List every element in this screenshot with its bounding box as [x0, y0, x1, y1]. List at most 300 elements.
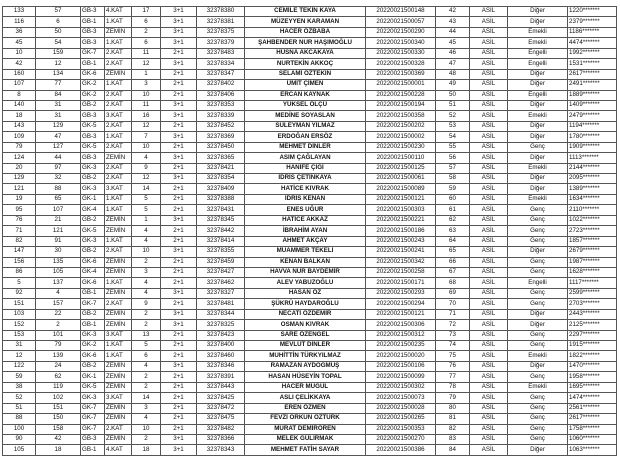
cell-application-no: 20220021500294 — [366, 299, 436, 309]
cell-reference-no: 32378388 — [197, 194, 245, 204]
cell-block: GB-3 — [81, 7, 105, 17]
cell-id-masked: 1474******* — [568, 393, 617, 403]
cell-application-no: 20220021500235 — [366, 341, 436, 351]
cell-rank: 69 — [436, 288, 470, 298]
cell-unit-no: 10 — [132, 424, 161, 434]
cell-full-name: MUHİTTİN TÜRKYILMAZ — [245, 351, 366, 361]
cell-unit-no: 10 — [132, 247, 161, 257]
cell-room-type: 2+1 — [161, 80, 197, 90]
cell-unit-no: 14 — [132, 393, 161, 403]
cell-room-type: 2+1 — [161, 205, 197, 215]
cell-category: Genç — [508, 205, 568, 215]
cell-room-type: 2+1 — [161, 372, 197, 382]
cell-full-name: MELEK GÜLİRMAK — [245, 434, 366, 444]
cell-full-name: HANİFE ÇİĞİ — [245, 163, 366, 173]
cell-category: Engelli — [508, 48, 568, 58]
cell-rank: 44 — [436, 27, 470, 37]
cell-block-no: 31 — [36, 100, 81, 110]
table-row — [3, 330, 617, 340]
cell-application-no: 20220021500358 — [366, 111, 436, 121]
cell-application-no: 20220021500328 — [366, 59, 436, 69]
cell-block: GB-3 — [81, 434, 105, 444]
cell-full-name: AHMET AKÇAY — [245, 236, 366, 246]
cell-block-no: 12 — [36, 59, 81, 69]
cell-reference-no: 32378353 — [197, 100, 245, 110]
cell-full-name: KENAN BALKAN — [245, 257, 366, 267]
cell-rank: 51 — [436, 100, 470, 110]
table-row — [3, 17, 617, 27]
cell-block-no: 91 — [36, 236, 81, 246]
cell-rank: 66 — [436, 257, 470, 267]
cell-reference-no: 32378442 — [197, 226, 245, 236]
table-row — [3, 288, 617, 298]
cell-category: Engelli — [508, 59, 568, 69]
cell-category: Emekli — [508, 111, 568, 121]
cell-category: Genç — [508, 424, 568, 434]
cell-block: GB-3 — [81, 111, 105, 121]
cell-status: ASİL — [470, 100, 508, 110]
table-row — [3, 184, 617, 194]
cell-room-type: 2+1 — [161, 330, 197, 340]
cell-status: ASİL — [470, 278, 508, 288]
cell-room-type: 2+1 — [161, 278, 197, 288]
table-row — [3, 403, 617, 413]
cell-floor: 4.KAT — [105, 7, 132, 17]
cell-application-no: 20220021500202 — [366, 121, 436, 131]
cell-full-name: ŞAHBENDER NUR HAŞIMOĞLU — [245, 38, 366, 48]
cell-draw-no: 38 — [3, 382, 36, 392]
cell-draw-no: 42 — [3, 59, 36, 69]
cell-unit-no: 5 — [132, 205, 161, 215]
cell-floor: 1.KAT — [105, 205, 132, 215]
cell-room-type: 3+1 — [161, 153, 197, 163]
cell-rank: 78 — [436, 382, 470, 392]
cell-id-masked: 2617******* — [568, 414, 617, 424]
cell-full-name: NURTEKİN AKKOÇ — [245, 59, 366, 69]
cell-unit-no: 10 — [132, 142, 161, 152]
cell-floor: 2.KAT — [105, 424, 132, 434]
cell-rank: 53 — [436, 121, 470, 131]
cell-status: ASİL — [470, 184, 508, 194]
cell-application-no: 20220021500028 — [366, 403, 436, 413]
cell-floor: ZEMİN — [105, 267, 132, 277]
cell-block-no: 101 — [36, 330, 81, 340]
cell-room-type: 2+1 — [161, 414, 197, 424]
cell-unit-no: 3 — [132, 80, 161, 90]
cell-status: ASİL — [470, 17, 508, 27]
cell-unit-no: 4 — [132, 153, 161, 163]
cell-draw-no: 121 — [3, 184, 36, 194]
cell-category: Diğer — [508, 132, 568, 142]
cell-rank: 55 — [436, 142, 470, 152]
cell-reference-no: 32378354 — [197, 174, 245, 184]
cell-room-type: 2+1 — [161, 48, 197, 58]
cell-block: GK-1 — [81, 372, 105, 382]
cell-draw-no: 152 — [3, 320, 36, 330]
cell-full-name: İDRİS ÇETİNKAYA — [245, 174, 366, 184]
cell-draw-no: 12 — [3, 351, 36, 361]
cell-status: ASİL — [470, 153, 508, 163]
cell-status: ASİL — [470, 330, 508, 340]
cell-rank: 67 — [436, 267, 470, 277]
table-row — [3, 257, 617, 267]
cell-floor: ZEMİN — [105, 257, 132, 267]
cell-status: ASİL — [470, 163, 508, 173]
cell-draw-no: 124 — [3, 153, 36, 163]
cell-floor: ZEMİN — [105, 434, 132, 444]
cell-draw-no: 153 — [3, 330, 36, 340]
cell-draw-no: 151 — [3, 299, 36, 309]
cell-reference-no: 32378380 — [197, 7, 245, 17]
cell-id-masked: 1857******* — [568, 236, 617, 246]
table-row — [3, 361, 617, 371]
cell-id-masked: 1220******* — [568, 7, 617, 17]
cell-block-no: 42 — [36, 434, 81, 444]
cell-status: ASİL — [470, 445, 508, 455]
table-row — [3, 48, 617, 58]
cell-block: GK-6 — [81, 257, 105, 267]
cell-unit-no: 9 — [132, 163, 161, 173]
cell-category: Genç — [508, 299, 568, 309]
cell-rank: 43 — [436, 17, 470, 27]
table-row — [3, 7, 617, 17]
table-row — [3, 80, 617, 90]
cell-id-masked: 2144******* — [568, 163, 617, 173]
cell-unit-no: 4 — [132, 361, 161, 371]
cell-category: Diğer — [508, 445, 568, 455]
cell-floor: 2.KAT — [105, 121, 132, 131]
cell-room-type: 3+1 — [161, 7, 197, 17]
cell-room-type: 3+1 — [161, 132, 197, 142]
cell-unit-no: 2 — [132, 257, 161, 267]
cell-block-no: 4 — [36, 288, 81, 298]
cell-block-no: 129 — [36, 121, 81, 131]
table-row — [3, 69, 617, 79]
cell-block: GB-2 — [81, 174, 105, 184]
table-row — [3, 341, 617, 351]
cell-application-no: 20220021500265 — [366, 414, 436, 424]
cell-unit-no: 12 — [132, 121, 161, 131]
cell-unit-no: 2 — [132, 434, 161, 444]
cell-id-masked: 1060******* — [568, 434, 617, 444]
cell-rank: 71 — [436, 309, 470, 319]
cell-draw-no: 90 — [3, 434, 36, 444]
cell-draw-no: 122 — [3, 361, 36, 371]
cell-full-name: EREN ÖZMEN — [245, 403, 366, 413]
cell-application-no: 20220021500121 — [366, 309, 436, 319]
cell-block: GK-3 — [81, 330, 105, 340]
cell-reference-no: 32378475 — [197, 414, 245, 424]
cell-room-type: 2+1 — [161, 184, 197, 194]
cell-status: ASİL — [470, 142, 508, 152]
cell-application-no: 20220021500221 — [366, 215, 436, 225]
cell-draw-no: 147 — [3, 247, 36, 257]
cell-reference-no: 32378459 — [197, 257, 245, 267]
table-row — [3, 372, 617, 382]
cell-reference-no: 32378409 — [197, 184, 245, 194]
cell-rank: 76 — [436, 361, 470, 371]
cell-unit-no: 4 — [132, 278, 161, 288]
cell-application-no: 20220021500089 — [366, 184, 436, 194]
cell-room-type: 2+1 — [161, 257, 197, 267]
cell-id-masked: 1409******* — [568, 100, 617, 110]
cell-full-name: RAMAZAN AYDOĞMUŞ — [245, 361, 366, 371]
cell-draw-no: 79 — [3, 142, 36, 152]
cell-category: Diğer — [508, 174, 568, 184]
cell-id-masked: 1531******* — [568, 59, 617, 69]
cell-block: GB-3 — [81, 132, 105, 142]
cell-status: ASİL — [470, 215, 508, 225]
cell-block-no: 102 — [36, 393, 81, 403]
table-row — [3, 132, 617, 142]
cell-room-type: 3+1 — [161, 320, 197, 330]
cell-block-no: 6 — [36, 17, 81, 27]
cell-full-name: MÜZEYYEN KARAMAN — [245, 17, 366, 27]
cell-room-type: 2+1 — [161, 341, 197, 351]
cell-reference-no: 32378391 — [197, 372, 245, 382]
cell-application-no: 20220021500061 — [366, 174, 436, 184]
cell-category: Genç — [508, 414, 568, 424]
cell-rank: 75 — [436, 351, 470, 361]
cell-id-masked: 2479******* — [568, 111, 617, 121]
cell-block-no: 47 — [36, 132, 81, 142]
cell-block: GB-3 — [81, 27, 105, 37]
table-row — [3, 445, 617, 455]
cell-category: Genç — [508, 236, 568, 246]
cell-draw-no: 143 — [3, 121, 36, 131]
cell-category: Genç — [508, 257, 568, 267]
table-row — [3, 278, 617, 288]
cell-draw-no: 105 — [3, 445, 36, 455]
cell-reference-no: 32378452 — [197, 121, 245, 131]
cell-floor: ZEMİN — [105, 69, 132, 79]
cell-block: GB-2 — [81, 309, 105, 319]
cell-status: ASİL — [470, 27, 508, 37]
cell-id-masked: 1194******* — [568, 121, 617, 131]
cell-room-type: 3+1 — [161, 100, 197, 110]
cell-floor: 1.KAT — [105, 351, 132, 361]
cell-unit-no: 14 — [132, 184, 161, 194]
cell-unit-no: 1 — [132, 69, 161, 79]
cell-reference-no: 32378379 — [197, 38, 245, 48]
cell-status: ASİL — [470, 288, 508, 298]
cell-unit-no: 4 — [132, 226, 161, 236]
cell-id-masked: 1958******* — [568, 372, 617, 382]
cell-application-no: 20220021500340 — [366, 38, 436, 48]
cell-room-type: 2+1 — [161, 236, 197, 246]
cell-rank: 65 — [436, 247, 470, 257]
cell-draw-no: 103 — [3, 309, 36, 319]
cell-rank: 83 — [436, 434, 470, 444]
cell-block: GK-5 — [81, 121, 105, 131]
cell-id-masked: 2679******* — [568, 247, 617, 257]
cell-id-masked: 1889******* — [568, 90, 617, 100]
cell-rank: 84 — [436, 445, 470, 455]
cell-full-name: MUAMMER TEKELİ — [245, 247, 366, 257]
cell-floor: 2.KAT — [105, 163, 132, 173]
cell-full-name: HASAN HÜSEYİN TOPAL — [245, 372, 366, 382]
cell-full-name: İBRAHİM AYAN — [245, 226, 366, 236]
cell-status: ASİL — [470, 320, 508, 330]
cell-id-masked: 1909******* — [568, 142, 617, 152]
cell-room-type: 2+1 — [161, 121, 197, 131]
cell-status: ASİL — [470, 59, 508, 69]
cell-draw-no: 45 — [3, 38, 36, 48]
cell-block-no: 151 — [36, 403, 81, 413]
cell-status: ASİL — [470, 121, 508, 131]
cell-room-type: 3+1 — [161, 17, 197, 27]
cell-rank: 72 — [436, 320, 470, 330]
cell-draw-no: 8 — [3, 90, 36, 100]
cell-status: ASİL — [470, 226, 508, 236]
cell-block: GK-7 — [81, 48, 105, 58]
cell-draw-no: 88 — [3, 414, 36, 424]
cell-application-no: 20220021500171 — [366, 278, 436, 288]
cell-draw-no: 5 — [3, 278, 36, 288]
cell-block-no: 150 — [36, 414, 81, 424]
cell-application-no: 20220021500303 — [366, 205, 436, 215]
cell-status: ASİL — [470, 247, 508, 257]
cell-block: GK-6 — [81, 278, 105, 288]
cell-block-no: 119 — [36, 382, 81, 392]
cell-category: Genç — [508, 372, 568, 382]
cell-reference-no: 32378406 — [197, 90, 245, 100]
cell-unit-no: 11 — [132, 100, 161, 110]
cell-id-masked: 2297******* — [568, 330, 617, 340]
cell-block-no: 134 — [36, 69, 81, 79]
table-row — [3, 382, 617, 392]
table-row — [3, 247, 617, 257]
cell-floor: ZEMİN — [105, 372, 132, 382]
cell-application-no: 20220021500243 — [366, 236, 436, 246]
cell-id-masked: 2723******* — [568, 226, 617, 236]
cell-block: GK-5 — [81, 142, 105, 152]
cell-rank: 79 — [436, 393, 470, 403]
table-row — [3, 121, 617, 131]
cell-room-type: 2+1 — [161, 424, 197, 434]
cell-floor: ZEMİN — [105, 361, 132, 371]
cell-id-masked: 1470******* — [568, 361, 617, 371]
cell-category: Diğer — [508, 7, 568, 17]
cell-rank: 48 — [436, 69, 470, 79]
cell-draw-no: 82 — [3, 236, 36, 246]
cell-full-name: MEHMET DİNLER — [245, 142, 366, 152]
cell-application-no: 20220021500148 — [366, 7, 436, 17]
cell-reference-no: 32378366 — [197, 434, 245, 444]
cell-rank: 54 — [436, 132, 470, 142]
cell-id-masked: 1186******* — [568, 27, 617, 37]
cell-rank: 80 — [436, 403, 470, 413]
cell-category: Diğer — [508, 80, 568, 90]
cell-room-type: 3+1 — [161, 174, 197, 184]
cell-reference-no: 32378472 — [197, 403, 245, 413]
cell-category: Genç — [508, 215, 568, 225]
cell-category: Emekli — [508, 163, 568, 173]
cell-application-no: 20220021500186 — [366, 226, 436, 236]
cell-status: ASİL — [470, 393, 508, 403]
cell-block: GB-1 — [81, 445, 105, 455]
cell-category: Diğer — [508, 17, 568, 27]
cell-block: GK-5 — [81, 226, 105, 236]
cell-reference-no: 32378482 — [197, 424, 245, 434]
cell-draw-no: 10 — [3, 48, 36, 58]
cell-category: Emekli — [508, 382, 568, 392]
cell-category: Genç — [508, 393, 568, 403]
cell-unit-no: 3 — [132, 267, 161, 277]
cell-unit-no: 4 — [132, 288, 161, 298]
cell-reference-no: 32378481 — [197, 299, 245, 309]
cell-status: ASİL — [470, 341, 508, 351]
cell-category: Genç — [508, 341, 568, 351]
cell-floor: ZEMİN — [105, 403, 132, 413]
cell-reference-no: 32378343 — [197, 445, 245, 455]
table-row — [3, 226, 617, 236]
cell-id-masked: 2125******* — [568, 320, 617, 330]
cell-block-no: 97 — [36, 163, 81, 173]
cell-draw-no: 107 — [3, 80, 36, 90]
cell-id-masked: 1758******* — [568, 424, 617, 434]
cell-unit-no: 2 — [132, 320, 161, 330]
cell-room-type: 2+1 — [161, 403, 197, 413]
cell-id-masked: 1822******* — [568, 351, 617, 361]
cell-id-masked: 2379******* — [568, 17, 617, 27]
cell-application-no: 20220021500001 — [366, 80, 436, 90]
cell-rank: 82 — [436, 424, 470, 434]
cell-reference-no: 32378402 — [197, 80, 245, 90]
cell-status: ASİL — [470, 90, 508, 100]
cell-unit-no: 13 — [132, 330, 161, 340]
cell-status: ASİL — [470, 132, 508, 142]
table-row — [3, 194, 617, 204]
cell-room-type: 2+1 — [161, 194, 197, 204]
cell-application-no: 20220021500002 — [366, 132, 436, 142]
cell-rank: 74 — [436, 341, 470, 351]
cell-room-type: 3+1 — [161, 111, 197, 121]
cell-application-no: 20220021500073 — [366, 393, 436, 403]
cell-status: ASİL — [470, 372, 508, 382]
cell-floor: ZEMİN — [105, 309, 132, 319]
cell-application-no: 20220021500330 — [366, 48, 436, 58]
cell-application-no: 20220021500369 — [366, 69, 436, 79]
cell-floor: 1.KAT — [105, 236, 132, 246]
cell-id-masked: 2703******* — [568, 299, 617, 309]
cell-room-type: 3+1 — [161, 27, 197, 37]
cell-rank: 58 — [436, 174, 470, 184]
cell-reference-no: 32378483 — [197, 48, 245, 58]
cell-draw-no: 116 — [3, 17, 36, 27]
table-row — [3, 320, 617, 330]
cell-rank: 42 — [436, 7, 470, 17]
cell-application-no: 20220021500121 — [366, 194, 436, 204]
cell-block-no: 135 — [36, 257, 81, 267]
cell-full-name: HACER MUĞUL — [245, 382, 366, 392]
cell-block-no: 24 — [36, 361, 81, 371]
cell-reference-no: 32378400 — [197, 341, 245, 351]
cell-draw-no: 19 — [3, 194, 36, 204]
table-row — [3, 414, 617, 424]
cell-floor: ZEMİN — [105, 215, 132, 225]
cell-reference-no: 32378346 — [197, 361, 245, 371]
cell-unit-no: 2 — [132, 27, 161, 37]
cell-status: ASİL — [470, 361, 508, 371]
cell-rank: 63 — [436, 226, 470, 236]
cell-floor: 4.KAT — [105, 445, 132, 455]
cell-room-type: 3+1 — [161, 59, 197, 69]
cell-room-type: 3+1 — [161, 288, 197, 298]
cell-reference-no: 32378365 — [197, 153, 245, 163]
cell-room-type: 2+1 — [161, 393, 197, 403]
cell-floor: 1.KAT — [105, 17, 132, 27]
